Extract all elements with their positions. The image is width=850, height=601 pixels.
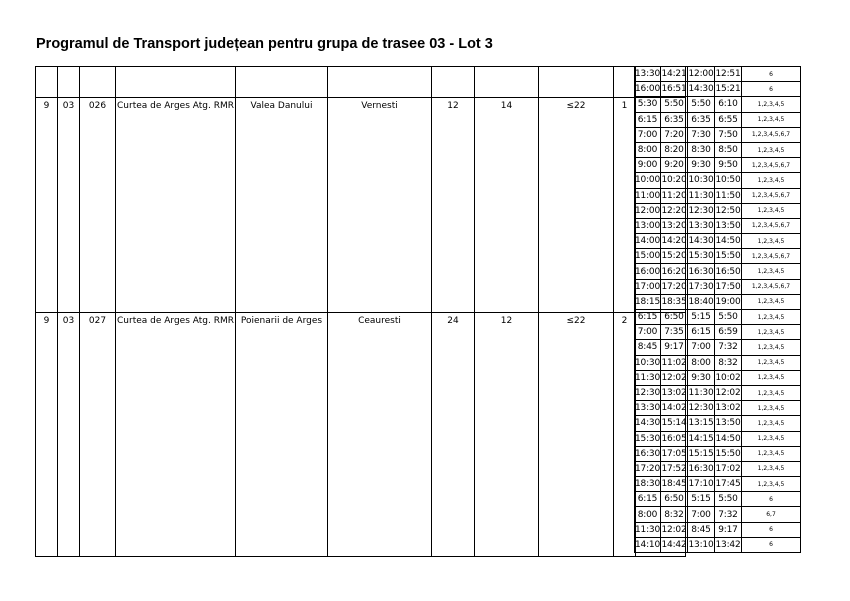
schedule-time: 14:10 [635,537,661,552]
schedule-row [635,401,801,416]
schedule-time: 8:00 [635,142,661,157]
schedule-days: 6 [742,82,801,97]
schedule-row [635,370,801,385]
schedule-time: 8:20 [661,142,688,157]
schedule-time: 14:42 [661,537,688,552]
schedule-time: 16:00 [635,82,661,97]
schedule-time: 16:30 [688,461,715,476]
schedule-row [635,158,801,173]
schedule-row [635,173,801,188]
schedule-time: 13:20 [661,218,688,233]
schedule-row [635,97,801,112]
page-title: Programul de Transport județean pentru grupa de trasee 03 - Lot 3 [36,36,493,52]
schedule-time: 16:30 [688,264,715,279]
schedule-time: 6:50 [661,492,688,507]
schedule-time: 5:30 [635,97,661,112]
schedule-time: 11:30 [688,385,715,400]
schedule-time: 5:50 [715,310,742,325]
schedule-row [635,325,801,340]
schedule-time: 15:50 [715,249,742,264]
schedule-days: 1,2,3,4,5 [742,477,801,492]
schedule-days: 1,2,3,4,5 [742,370,801,385]
schedule-time: 17:05 [661,446,688,461]
schedule-time: 7:20 [661,127,688,142]
route-from: Curtea de Arges Atg. RMR [116,98,236,313]
schedule-time: 9:30 [688,370,715,385]
route-cell: 03 [58,98,80,313]
schedule-time: 10:30 [688,173,715,188]
route-cell: 2 [613,313,635,557]
schedule-row [635,112,801,127]
schedule-time: 8:00 [635,507,661,522]
schedule-time: 7:00 [635,325,661,340]
schedule-time: 14:20 [661,234,688,249]
schedule-time: 14:02 [661,401,688,416]
schedule-row [635,294,801,309]
schedule-row [635,249,801,264]
schedule-time: 6:55 [715,112,742,127]
header-cell [613,67,635,98]
schedule-days: 1,2,3,4,5 [742,310,801,325]
schedule-row [635,507,801,522]
schedule-time: 9:17 [661,340,688,355]
schedule-row [635,188,801,203]
schedule-time: 9:20 [661,158,688,173]
schedule-time: 15:30 [688,249,715,264]
schedule-row [635,127,801,142]
schedule-time: 10:50 [715,173,742,188]
schedule-time: 16:05 [661,431,688,446]
route-cell: 12 [474,313,538,557]
schedule-time: 13:30 [688,218,715,233]
schedule-days: 6 [742,537,801,552]
schedule-time: 12:50 [715,203,742,218]
schedule-time: 14:15 [688,431,715,446]
schedule-days: 1,2,3,4,5 [742,340,801,355]
routes-table [35,66,686,557]
schedule-time: 7:50 [715,127,742,142]
schedule-row [635,67,801,82]
schedule-time: 14:30 [635,416,661,431]
schedule-time: 11:30 [635,522,661,537]
schedule-time: 18:35 [661,294,688,309]
route-cell: 9 [36,98,58,313]
schedule-time: 11:20 [661,188,688,203]
schedule-time: 17:45 [715,477,742,492]
schedule-time: 18:15 [635,294,661,309]
route-to: Valea Danului [235,98,327,313]
schedule-days: 1,2,3,4,5 [742,294,801,309]
routes-table-wrap [35,66,686,557]
route-code: 026 [80,98,116,313]
header-cell [327,67,431,98]
schedule-row [635,218,801,233]
schedule-time: 8:50 [715,142,742,157]
schedule-time: 13:10 [688,537,715,552]
schedule-row [635,310,801,325]
schedule-time: 19:00 [715,294,742,309]
schedule-row [635,279,801,294]
schedule-row [635,416,801,431]
schedule-days: 1,2,3,4,5 [742,234,801,249]
schedule-time: 13:30 [635,67,661,82]
schedule-days: 1,2,3,4,5 [742,385,801,400]
route-km: 24 [431,313,474,557]
schedule-days: 6,7 [742,507,801,522]
schedule-time: 11:02 [661,355,688,370]
schedule-time: 5:50 [661,97,688,112]
header-cell [80,67,116,98]
route-cell: 1 [613,98,635,313]
schedule-days: 6 [742,522,801,537]
schedule-time: 8:30 [688,142,715,157]
schedule-time: 5:15 [688,492,715,507]
schedule-time: 13:02 [661,385,688,400]
schedule-time: 12:51 [715,67,742,82]
schedule-time: 12:00 [635,203,661,218]
schedule-time: 17:00 [635,279,661,294]
route-row [36,313,686,557]
schedule-time: 18:45 [661,477,688,492]
schedule-row [635,446,801,461]
schedule-time: 15:00 [635,249,661,264]
route-via: Vernesti [327,98,431,313]
route-km: 12 [431,98,474,313]
schedule-days: 1,2,3,4,5 [742,142,801,157]
schedule-time: 13:02 [715,401,742,416]
schedule-time: 17:20 [635,461,661,476]
schedule-days: 1,2,3,4,5 [742,401,801,416]
schedule-days: 1,2,3,4,5,6,7 [742,218,801,233]
schedule-time: 16:00 [635,264,661,279]
schedule-time: 10:00 [635,173,661,188]
schedule-time: 12:02 [661,522,688,537]
schedule-time: 12:30 [635,385,661,400]
schedule-time: 6:15 [635,492,661,507]
schedule-time: 6:15 [635,310,661,325]
schedule-time: 13:15 [688,416,715,431]
schedule-time: 17:30 [688,279,715,294]
schedule-time: 17:52 [661,461,688,476]
schedule-row [635,203,801,218]
schedule-time: 18:40 [688,294,715,309]
schedule-time: 12:00 [688,67,715,82]
schedule-row [635,142,801,157]
schedule-row [635,522,801,537]
schedule-time: 13:50 [715,416,742,431]
schedule-time: 10:30 [635,355,661,370]
schedule-days: 1,2,3,4,5 [742,264,801,279]
schedule-time: 7:32 [715,507,742,522]
schedule-row [635,385,801,400]
header-cell [36,67,58,98]
schedule-time: 14:50 [715,431,742,446]
schedule-time: 9:50 [715,158,742,173]
schedule-days: 1,2,3,4,5,6,7 [742,249,801,264]
schedule-days: 1,2,3,4,5,6,7 [742,158,801,173]
schedule-days: 1,2,3,4,5 [742,461,801,476]
schedule-time: 6:50 [661,310,688,325]
header-cell [538,67,613,98]
schedule-time: 9:30 [688,158,715,173]
schedule-time: 12:30 [688,203,715,218]
schedule-time: 5:50 [688,97,715,112]
schedule-days: 1,2,3,4,5 [742,325,801,340]
schedule-days: 1,2,3,4,5 [742,416,801,431]
route-to: Poienarii de Arges [235,313,327,557]
schedule-row [635,355,801,370]
schedule-time: 8:32 [661,507,688,522]
schedule-time: 17:50 [715,279,742,294]
schedule-days: 1,2,3,4,5,6,7 [742,127,801,142]
schedule-row [635,477,801,492]
schedule-time: 17:02 [715,461,742,476]
schedule-time: 11:30 [635,370,661,385]
schedule-time: 7:32 [715,340,742,355]
schedule-time: 8:32 [715,355,742,370]
route-capacity: ≤22 [538,313,613,557]
schedule-row [635,492,801,507]
schedule-time: 11:50 [715,188,742,203]
header-cell [58,67,80,98]
schedule-time: 7:00 [635,127,661,142]
header-cell [474,67,538,98]
schedule-time: 13:50 [715,218,742,233]
schedule-time: 17:20 [661,279,688,294]
schedule-time: 6:59 [715,325,742,340]
header-cell [235,67,327,98]
header-cell [116,67,236,98]
schedule-time: 10:02 [715,370,742,385]
schedule-time: 9:17 [715,522,742,537]
schedule-table-wrap [634,66,801,553]
schedule-time: 16:51 [661,82,688,97]
schedule-time: 14:00 [635,234,661,249]
route-row [36,98,686,313]
schedule-time: 14:30 [688,82,715,97]
schedule-days: 1,2,3,4,5 [742,355,801,370]
header-cell [431,67,474,98]
route-cell: 03 [58,313,80,557]
schedule-row [635,234,801,249]
schedule-table [634,66,801,553]
schedule-time: 15:20 [661,249,688,264]
schedule-days: 1,2,3,4,5 [742,431,801,446]
schedule-time: 15:14 [661,416,688,431]
route-from: Curtea de Arges Atg. RMR [116,313,236,557]
schedule-days: 1,2,3,4,5 [742,173,801,188]
schedule-time: 12:02 [715,385,742,400]
schedule-time: 14:30 [688,234,715,249]
schedule-time: 5:15 [688,310,715,325]
schedule-time: 12:02 [661,370,688,385]
schedule-days: 6 [742,492,801,507]
schedule-time: 6:15 [635,112,661,127]
schedule-time: 6:35 [661,112,688,127]
schedule-time: 5:50 [715,492,742,507]
schedule-time: 11:00 [635,188,661,203]
schedule-row [635,431,801,446]
schedule-time: 12:20 [661,203,688,218]
schedule-time: 16:20 [661,264,688,279]
schedule-days: 1,2,3,4,5 [742,97,801,112]
schedule-time: 14:21 [661,67,688,82]
schedule-time: 16:30 [635,446,661,461]
schedule-time: 12:30 [688,401,715,416]
route-cell: 9 [36,313,58,557]
schedule-days: 1,2,3,4,5 [742,203,801,218]
schedule-time: 10:20 [661,173,688,188]
schedule-time: 6:15 [688,325,715,340]
routes-header-row [36,67,686,98]
schedule-time: 16:50 [715,264,742,279]
schedule-time: 8:45 [688,522,715,537]
schedule-row [635,82,801,97]
schedule-time: 13:30 [635,401,661,416]
schedule-time: 14:50 [715,234,742,249]
schedule-time: 15:30 [635,431,661,446]
schedule-days: 1,2,3,4,5 [742,112,801,127]
schedule-time: 8:00 [688,355,715,370]
schedule-time: 9:00 [635,158,661,173]
schedule-time: 7:35 [661,325,688,340]
schedule-time: 11:30 [688,188,715,203]
schedule-row [635,461,801,476]
schedule-row [635,340,801,355]
schedule-time: 8:45 [635,340,661,355]
schedule-time: 6:10 [715,97,742,112]
schedule-time: 17:10 [688,477,715,492]
schedule-time: 18:30 [635,477,661,492]
schedule-time: 6:35 [688,112,715,127]
schedule-days: 6 [742,67,801,82]
schedule-time: 7:00 [688,340,715,355]
schedule-time: 15:50 [715,446,742,461]
schedule-row [635,264,801,279]
route-cell: 14 [474,98,538,313]
route-capacity: ≤22 [538,98,613,313]
schedule-days: 1,2,3,4,5 [742,446,801,461]
schedule-time: 7:00 [688,507,715,522]
schedule-time: 15:15 [688,446,715,461]
route-via: Ceauresti [327,313,431,557]
schedule-days: 1,2,3,4,5,6,7 [742,188,801,203]
schedule-time: 13:00 [635,218,661,233]
route-code: 027 [80,313,116,557]
schedule-row [635,537,801,552]
schedule-time: 15:21 [715,82,742,97]
schedule-days: 1,2,3,4,5,6,7 [742,279,801,294]
schedule-time: 13:42 [715,537,742,552]
schedule-time: 7:30 [688,127,715,142]
